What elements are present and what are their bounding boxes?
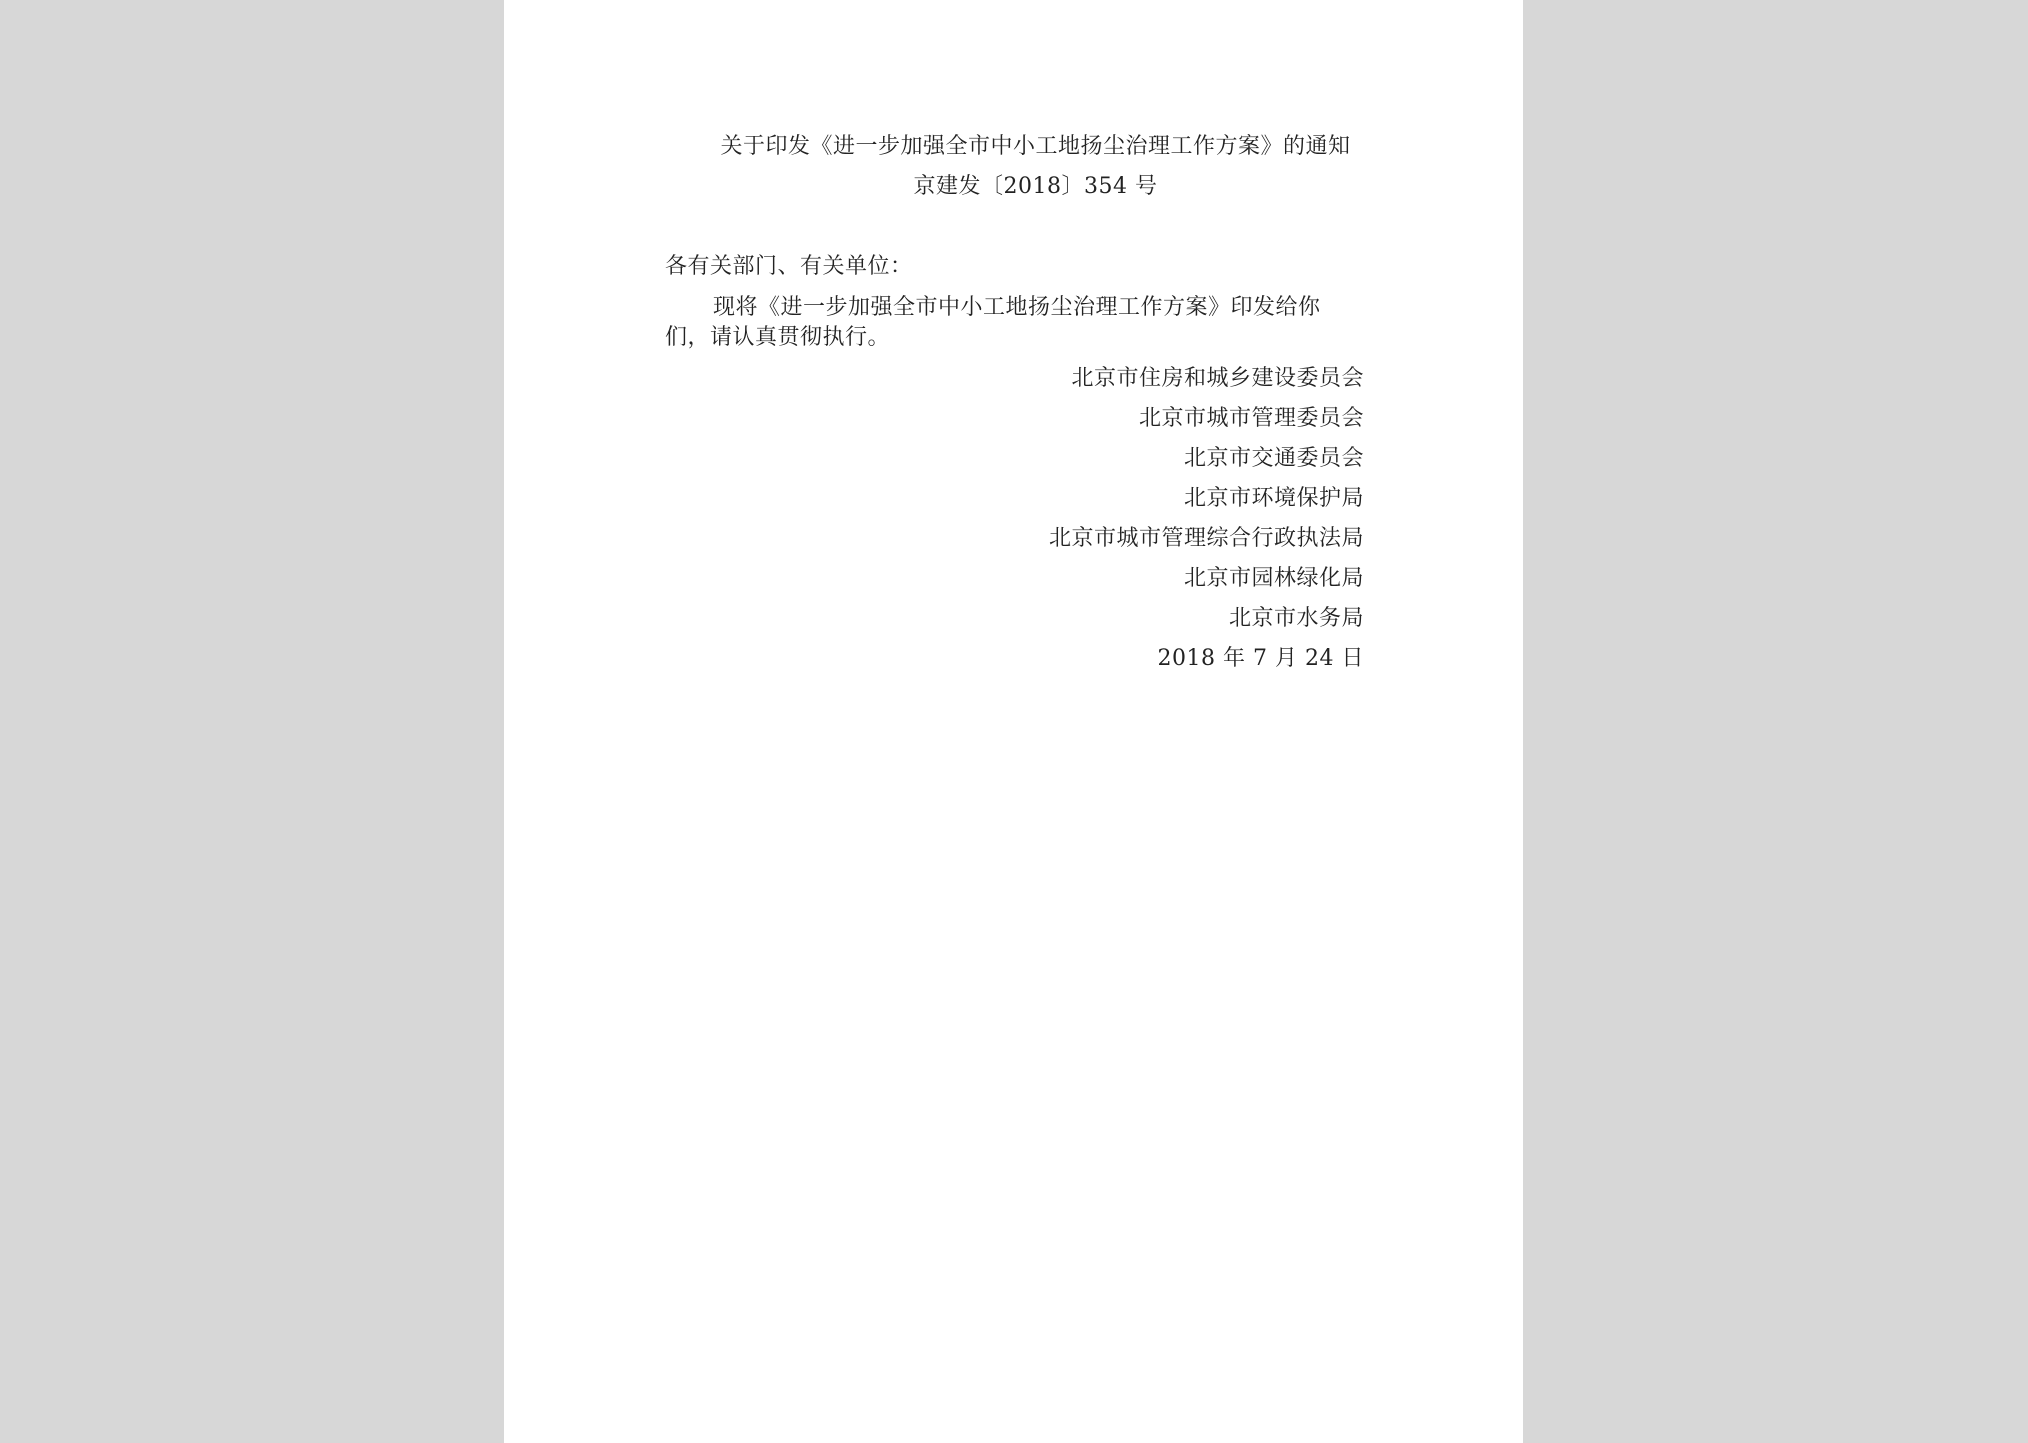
signatory-4: 北京市环境保护局 (1183, 486, 1364, 511)
signatory-5: 北京市城市管理综合行政执法局 (1048, 526, 1364, 551)
signatory-7: 北京市水务局 (1228, 606, 1364, 631)
signatory-1: 北京市住房和城乡建设委员会 (1071, 366, 1364, 391)
signatory-6: 北京市园林绿化局 (1183, 566, 1364, 591)
document-title: 关于印发《进一步加强全市中小工地扬尘治理工作方案》的通知 (720, 134, 1351, 159)
signatory-2: 北京市城市管理委员会 (1138, 406, 1364, 431)
body-text-line-1: 现将《进一步加强全市中小工地扬尘治理工作方案》印发给你 (713, 295, 1321, 320)
document-date: 2018 年 7 月 24 日 (1157, 646, 1364, 671)
signatory-3: 北京市交通委员会 (1183, 446, 1364, 471)
salutation: 各有关部门、有关单位： (665, 254, 913, 279)
body-text-line-2: 们，请认真贯彻执行。 (665, 325, 891, 350)
document-number: 京建发〔2018〕354 号 (913, 174, 1158, 199)
document-page (504, 0, 1523, 1443)
